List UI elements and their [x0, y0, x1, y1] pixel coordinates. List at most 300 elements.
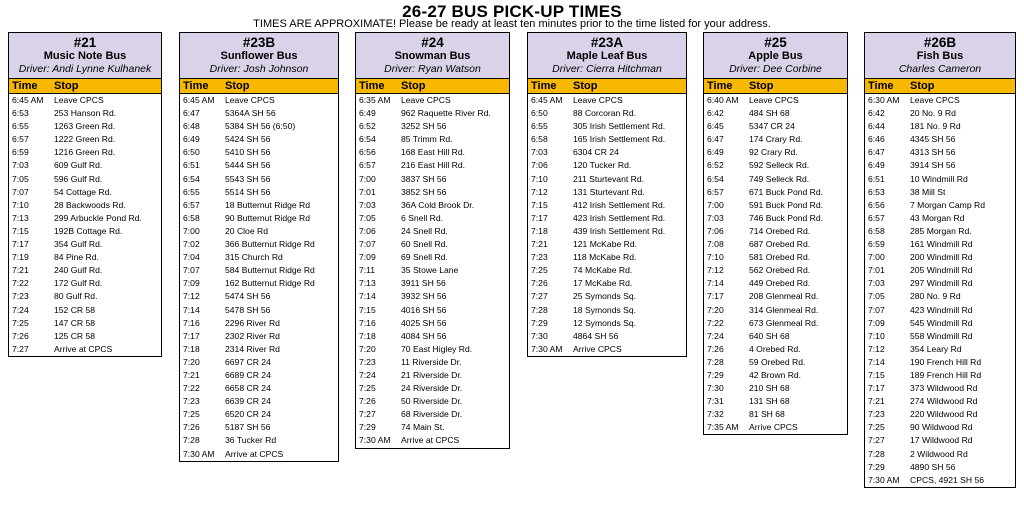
pickup-time: 6:50 — [183, 147, 200, 158]
stop-address: 70 East Higley Rd. — [401, 343, 473, 354]
bus-driver: Charles Cameron — [898, 63, 982, 75]
pickup-time: 6:58 — [183, 212, 200, 223]
schedule-row — [704, 356, 847, 369]
pickup-time: 7:06 — [531, 160, 548, 171]
stop-address: 2314 River Rd — [225, 343, 280, 354]
pickup-time: 6:35 AM — [359, 95, 391, 105]
bus-number: #21 — [73, 35, 97, 50]
pickup-time: 7:07 — [12, 186, 29, 197]
pickup-time: 7:18 — [183, 343, 200, 354]
stop-address: 161 Windmill Rd — [910, 239, 973, 250]
pickup-time: 6:59 — [12, 147, 29, 158]
pickup-time: 6:52 — [359, 121, 376, 132]
schedule-row — [356, 173, 509, 186]
stop-address: 174 Crary Rd. — [749, 134, 803, 145]
schedule-row — [865, 395, 1015, 408]
schedule-row — [704, 317, 847, 330]
pickup-time: 7:30 — [707, 383, 724, 394]
stop-address: 131 Sturtevant Rd. — [573, 186, 645, 197]
pickup-time: 6:51 — [183, 160, 200, 171]
schedule-row — [180, 317, 338, 330]
schedule-row — [865, 186, 1015, 199]
stop-address: 962 Raquette River Rd. — [401, 108, 491, 119]
stop-address: 125 CR 58 — [54, 330, 96, 341]
pickup-time: 6:57 — [868, 212, 885, 223]
stop-address: 412 Irish Settlement Rd. — [573, 199, 666, 210]
schedule-row — [704, 395, 847, 408]
pickup-time: 7:26 — [12, 330, 29, 341]
schedule-row — [865, 461, 1015, 474]
pickup-time: 6:55 — [183, 186, 200, 197]
schedule-row — [528, 330, 686, 343]
schedule-row — [704, 251, 847, 264]
bus-name: Snowman Bus — [394, 50, 471, 62]
pickup-time: 7:03 — [12, 160, 29, 171]
schedule-row — [704, 146, 847, 159]
stop-address: 172 Gulf Rd. — [54, 278, 103, 289]
stop-address: 220 Wildwood Rd — [910, 409, 978, 420]
schedule-row — [865, 120, 1015, 133]
stop-address: 5474 SH 56 — [225, 291, 271, 302]
stop-address: Arrive at CPCS — [225, 448, 284, 459]
stop-address: 24 Riverside Dr. — [401, 383, 463, 394]
pickup-time: 7:13 — [359, 278, 376, 289]
stop-address: 253 Hanson Rd. — [54, 108, 117, 119]
pickup-time: 6:53 — [868, 186, 885, 197]
stop-address: 4 Orebed Rd. — [749, 343, 801, 354]
stop-address: 147 CR 58 — [54, 317, 96, 328]
pickup-time: 7:05 — [359, 212, 376, 223]
schedule-row — [528, 343, 686, 356]
schedule-row — [9, 107, 161, 120]
stop-address: 17 McKabe Rd. — [573, 278, 633, 289]
pickup-time: 6:49 — [868, 160, 885, 171]
schedule-row — [704, 94, 847, 107]
stop-address: 581 Orebed Rd. — [749, 252, 811, 263]
stop-address: 80 Gulf Rd. — [54, 291, 98, 302]
stop-address: 90 Wildwood Rd — [910, 422, 973, 433]
stop-address: 305 Irish Settlement Rd. — [573, 121, 666, 132]
time-column-header: Time — [359, 80, 385, 92]
schedule-row — [9, 94, 161, 107]
pickup-time: 7:02 — [183, 239, 200, 250]
pickup-time: 7:19 — [12, 252, 29, 263]
schedule-row — [865, 94, 1015, 107]
schedule-row — [704, 212, 847, 225]
stop-address: 274 Wildwood Rd — [910, 396, 978, 407]
bus-card — [8, 32, 162, 357]
stop-address: 2296 River Rd — [225, 317, 280, 328]
stop-address: 54 Cottage Rd. — [54, 186, 112, 197]
stop-address: 484 SH 68 — [749, 108, 790, 119]
stop-address: 50 Riverside Dr. — [401, 396, 463, 407]
pickup-time: 6:45 AM — [183, 95, 215, 105]
schedule-row — [180, 173, 338, 186]
pickup-time: 7:28 — [183, 435, 200, 446]
schedule-row — [356, 238, 509, 251]
pickup-time: 6:53 — [12, 108, 29, 119]
pickup-time: 7:27 — [359, 409, 376, 420]
stop-address: 315 Church Rd — [225, 252, 283, 263]
schedule-row — [9, 186, 161, 199]
pickup-time: 7:10 — [531, 173, 548, 184]
pickup-time: 7:03 — [868, 278, 885, 289]
stop-address: 687 Orebed Rd. — [749, 239, 811, 250]
pickup-time: 7:12 — [868, 343, 885, 354]
stop-column-header: Stop — [910, 80, 935, 92]
schedule-row — [180, 356, 338, 369]
stop-address: 92 Crary Rd. — [749, 147, 798, 158]
bus-header — [180, 33, 338, 79]
pickup-time: 7:09 — [359, 252, 376, 263]
bus-driver: Driver: Cierra Hitchman — [552, 63, 662, 75]
stop-address: 24 Snell Rd. — [401, 225, 448, 236]
schedule-row — [865, 408, 1015, 421]
stop-address: 131 SH 68 — [749, 396, 790, 407]
pickup-time: 7:03 — [359, 199, 376, 210]
pickup-time: 6:45 AM — [531, 95, 563, 105]
pickup-time: 7:07 — [868, 304, 885, 315]
column-header — [9, 79, 161, 94]
pickup-time: 6:52 — [707, 160, 724, 171]
pickup-time: 6:57 — [12, 134, 29, 145]
time-column-header: Time — [531, 80, 557, 92]
stop-address: 354 Leary Rd — [910, 343, 962, 354]
schedule-row — [356, 94, 509, 107]
schedule-row — [356, 421, 509, 434]
stop-address: 314 Glenmeal Rd. — [749, 304, 819, 315]
stop-address: 17 Wildwood Rd — [910, 435, 973, 446]
stop-address: 5478 SH 56 — [225, 304, 271, 315]
pickup-time: 7:11 — [359, 265, 376, 276]
schedule-row — [528, 159, 686, 172]
schedule-row — [865, 317, 1015, 330]
pickup-time: 7:21 — [183, 369, 200, 380]
schedule-row — [528, 173, 686, 186]
pickup-time: 7:04 — [183, 252, 200, 263]
pickup-time: 7:15 — [359, 304, 376, 315]
stop-address: 4016 SH 56 — [401, 304, 447, 315]
stop-address: 192B Cottage Rd. — [54, 225, 123, 236]
schedule-row — [704, 343, 847, 356]
stop-address: 6689 CR 24 — [225, 369, 271, 380]
stop-address: 584 Butternut Ridge Rd — [225, 265, 315, 276]
bus-name: Maple Leaf Bus — [566, 50, 648, 62]
pickup-time: 6:54 — [359, 134, 376, 145]
bus-header — [865, 33, 1015, 79]
bus-number: #25 — [764, 35, 787, 50]
schedule-row — [865, 159, 1015, 172]
pickup-time: 6:55 — [531, 121, 548, 132]
pickup-time: 7:10 — [707, 252, 724, 263]
schedule-row — [180, 225, 338, 238]
stop-address: 297 Windmill Rd — [910, 278, 973, 289]
pickup-time: 6:54 — [183, 173, 200, 184]
schedule-row — [9, 264, 161, 277]
pickup-time: 7:25 — [12, 317, 29, 328]
schedule-row — [865, 264, 1015, 277]
pickup-time: 7:01 — [868, 265, 885, 276]
stop-address: 596 Gulf Rd. — [54, 173, 103, 184]
stop-address: 4864 SH 56 — [573, 330, 619, 341]
pickup-time: 7:29 — [707, 369, 724, 380]
stop-address: Arrive at CPCS — [401, 435, 460, 446]
schedule-row — [356, 304, 509, 317]
bus-header — [704, 33, 847, 79]
stop-address: 18 Butternut Ridge Rd — [225, 199, 311, 210]
bus-name: Apple Bus — [748, 50, 803, 62]
column-header — [704, 79, 847, 94]
pickup-time: 7:13 — [12, 212, 29, 223]
bus-name: Sunflower Bus — [220, 50, 298, 62]
stop-address: Arrive at CPCS — [54, 343, 113, 354]
stop-address: CPCS, 4921 SH 56 — [910, 474, 985, 485]
stop-address: 84 Pine Rd. — [54, 252, 99, 263]
schedule-row — [180, 369, 338, 382]
stop-address: 5444 SH 56 — [225, 160, 271, 171]
schedule-row — [180, 434, 338, 447]
stop-address: 5424 SH 56 — [225, 134, 271, 145]
pickup-time: 7:12 — [183, 291, 200, 302]
schedule-row — [9, 120, 161, 133]
stop-address: 74 Main St. — [401, 422, 445, 433]
stop-address: 2 Wildwood Rd — [910, 448, 968, 459]
stop-address: 591 Buck Pond Rd. — [749, 199, 824, 210]
pickup-time: 7:06 — [359, 225, 376, 236]
stop-address: 423 Irish Settlement Rd. — [573, 212, 666, 223]
schedule-row — [356, 146, 509, 159]
pickup-time: 7:28 — [531, 304, 548, 315]
schedule-row — [528, 225, 686, 238]
stop-address: 18 Symonds Sq. — [573, 304, 637, 315]
schedule-row — [9, 199, 161, 212]
schedule-row — [9, 159, 161, 172]
pickup-time: 7:23 — [183, 396, 200, 407]
schedule-row — [528, 317, 686, 330]
schedule-row — [704, 421, 847, 434]
schedule-row — [865, 238, 1015, 251]
schedule-row — [528, 146, 686, 159]
schedule-row — [9, 277, 161, 290]
stop-address: 5187 SH 56 — [225, 422, 271, 433]
stop-address: 5514 SH 56 — [225, 186, 271, 197]
stop-address: 749 Selleck Rd. — [749, 173, 810, 184]
pickup-time: 6:30 AM — [868, 95, 900, 105]
schedule-row — [356, 317, 509, 330]
pickup-time: 7:25 — [359, 383, 376, 394]
pickup-time: 7:07 — [183, 265, 200, 276]
time-column-header: Time — [12, 80, 38, 92]
schedule-row — [704, 133, 847, 146]
pickup-time: 7:06 — [707, 225, 724, 236]
pickup-time: 7:14 — [359, 291, 376, 302]
schedule-row — [865, 382, 1015, 395]
schedule-row — [180, 395, 338, 408]
page-subtitle: TIMES ARE APPROXIMATE! Please be ready at least ten minutes prior to the time listed for your address. — [253, 18, 771, 30]
schedule-row — [704, 186, 847, 199]
stop-address: 3914 SH 56 — [910, 160, 956, 171]
pickup-time: 7:22 — [707, 317, 724, 328]
stop-address: 673 Glenmeal Rd. — [749, 317, 819, 328]
pickup-time: 7:16 — [183, 317, 200, 328]
pickup-time: 7:27 — [868, 435, 885, 446]
schedule-row — [704, 199, 847, 212]
stop-address: 162 Butternut Ridge Rd — [225, 278, 315, 289]
stop-address: 121 McKabe Rd. — [573, 239, 638, 250]
pickup-time: 7:22 — [12, 278, 29, 289]
stop-address: 592 Selleck Rd. — [749, 160, 810, 171]
schedule-row — [356, 382, 509, 395]
schedule-row — [865, 290, 1015, 303]
pickup-time: 7:10 — [12, 199, 29, 210]
pickup-time: 6:50 — [531, 108, 548, 119]
stop-address: 12 Symonds Sq. — [573, 317, 637, 328]
schedule-row — [528, 290, 686, 303]
stop-address: 11 Riverside Dr. — [401, 356, 462, 367]
schedule-row — [9, 343, 161, 356]
pickup-time: 6:47 — [707, 134, 724, 145]
pickup-time: 7:09 — [868, 317, 885, 328]
schedule-row — [704, 330, 847, 343]
stop-address: 3911 SH 56 — [401, 278, 446, 289]
bus-header — [356, 33, 509, 79]
schedule-row — [865, 474, 1015, 487]
pickup-time: 7:25 — [531, 265, 548, 276]
stop-address: 36A Cold Brook Dr. — [401, 199, 475, 210]
schedule-row — [180, 120, 338, 133]
schedule-row — [865, 343, 1015, 356]
pickup-time: 7:29 — [531, 317, 548, 328]
pickup-time: 7:17 — [868, 383, 885, 394]
stop-address: 208 Glenmeal Rd. — [749, 291, 819, 302]
column-header — [356, 79, 509, 94]
stop-address: 211 Sturtevant Rd. — [573, 173, 645, 184]
stop-address: 240 Gulf Rd. — [54, 265, 103, 276]
stop-address: 210 SH 68 — [749, 383, 790, 394]
schedule-row — [9, 238, 161, 251]
pickup-time: 7:03 — [707, 212, 724, 223]
pickup-time: 7:29 — [868, 461, 885, 472]
stop-address: 168 East Hill Rd. — [401, 147, 466, 158]
pickup-time: 6:56 — [359, 147, 376, 158]
schedule-row — [704, 408, 847, 421]
pickup-time: 6:54 — [707, 173, 724, 184]
stop-address: 10 Windmill Rd — [910, 173, 968, 184]
pickup-time: 7:12 — [707, 265, 724, 276]
time-column-header: Time — [183, 80, 209, 92]
pickup-time: 7:26 — [707, 343, 724, 354]
stop-address: 7 Morgan Camp Rd — [910, 199, 985, 210]
pickup-time: 6:49 — [359, 108, 376, 119]
schedule-row — [704, 264, 847, 277]
stop-address: 746 Buck Pond Rd. — [749, 212, 824, 223]
schedule-row — [865, 369, 1015, 382]
bus-card — [527, 32, 687, 357]
stop-address: 545 Windmill Rd — [910, 317, 973, 328]
stop-address: 562 Orebed Rd. — [749, 265, 811, 276]
bus-card — [703, 32, 848, 435]
pickup-time: 7:30 — [531, 330, 548, 341]
schedule-row — [9, 173, 161, 186]
schedule-row — [180, 159, 338, 172]
pickup-time: 7:15 — [12, 225, 29, 236]
schedule-row — [865, 448, 1015, 461]
pickup-time: 7:28 — [868, 448, 885, 459]
stop-address: 165 Irish Settlement Rd. — [573, 134, 666, 145]
pickup-time: 7:17 — [183, 330, 200, 341]
stop-address: 449 Orebed Rd. — [749, 278, 811, 289]
bus-card — [864, 32, 1016, 488]
pickup-time: 7:30 AM — [183, 448, 215, 459]
schedule-row — [180, 330, 338, 343]
stop-address: 25 Symonds Sq. — [573, 291, 637, 302]
stop-address: 68 Riverside Dr. — [401, 409, 463, 420]
stop-address: 35 Stowe Lane — [401, 265, 459, 276]
bus-name: Music Note Bus — [43, 50, 127, 62]
pickup-time: 7:09 — [183, 278, 200, 289]
column-header — [180, 79, 338, 94]
pickup-time: 7:30 AM — [531, 343, 563, 354]
stop-address: 4084 SH 56 — [401, 330, 447, 341]
pickup-time: 7:12 — [531, 186, 548, 197]
pickup-time: 7:25 — [183, 409, 200, 420]
stop-address: 21 Riverside Dr. — [401, 369, 463, 380]
time-column-header: Time — [707, 80, 733, 92]
pickup-time: 7:20 — [359, 343, 376, 354]
bus-header — [9, 33, 161, 79]
schedule-row — [865, 225, 1015, 238]
bus-number: #24 — [421, 35, 444, 50]
pickup-time: 7:05 — [12, 173, 29, 184]
schedule-row — [180, 212, 338, 225]
schedule-row — [9, 304, 161, 317]
schedule-row — [704, 120, 847, 133]
schedule-row — [704, 238, 847, 251]
schedule-row — [356, 133, 509, 146]
pickup-time: 6:47 — [183, 108, 200, 119]
stop-address: 1222 Green Rd. — [54, 134, 116, 145]
stop-address: 285 Morgan Rd. — [910, 225, 972, 236]
schedule-row — [180, 408, 338, 421]
schedule-row — [180, 238, 338, 251]
stop-address: 43 Morgan Rd — [910, 212, 965, 223]
stop-address: 4345 SH 56 — [910, 134, 956, 145]
pickup-time: 7:26 — [359, 396, 376, 407]
stop-address: 280 No. 9 Rd — [910, 291, 961, 302]
schedule-row — [356, 159, 509, 172]
stop-address: 5364A SH 56 — [225, 108, 276, 119]
pickup-time: 6:57 — [359, 160, 376, 171]
pickup-time: 7:25 — [868, 422, 885, 433]
pickup-time: 6:55 — [12, 121, 29, 132]
stop-address: 6 Snell Rd. — [401, 212, 444, 223]
schedule-row — [865, 133, 1015, 146]
pickup-time: 7:00 — [183, 225, 200, 236]
schedule-row — [865, 173, 1015, 186]
schedule-row — [180, 94, 338, 107]
pickup-time: 7:35 AM — [707, 422, 739, 433]
stop-address: 120 Tucker Rd. — [573, 160, 632, 171]
page-title: 26-27 BUS PICK-UP TIMES — [402, 2, 622, 21]
pickup-time: 7:27 — [12, 343, 29, 354]
stop-address: 609 Gulf Rd. — [54, 160, 103, 171]
schedule-row — [180, 146, 338, 159]
schedule-row — [356, 290, 509, 303]
schedule-row — [528, 212, 686, 225]
pickup-time: 7:28 — [707, 356, 724, 367]
stop-column-header: Stop — [749, 80, 774, 92]
stop-address: 4313 SH 56 — [910, 147, 956, 158]
